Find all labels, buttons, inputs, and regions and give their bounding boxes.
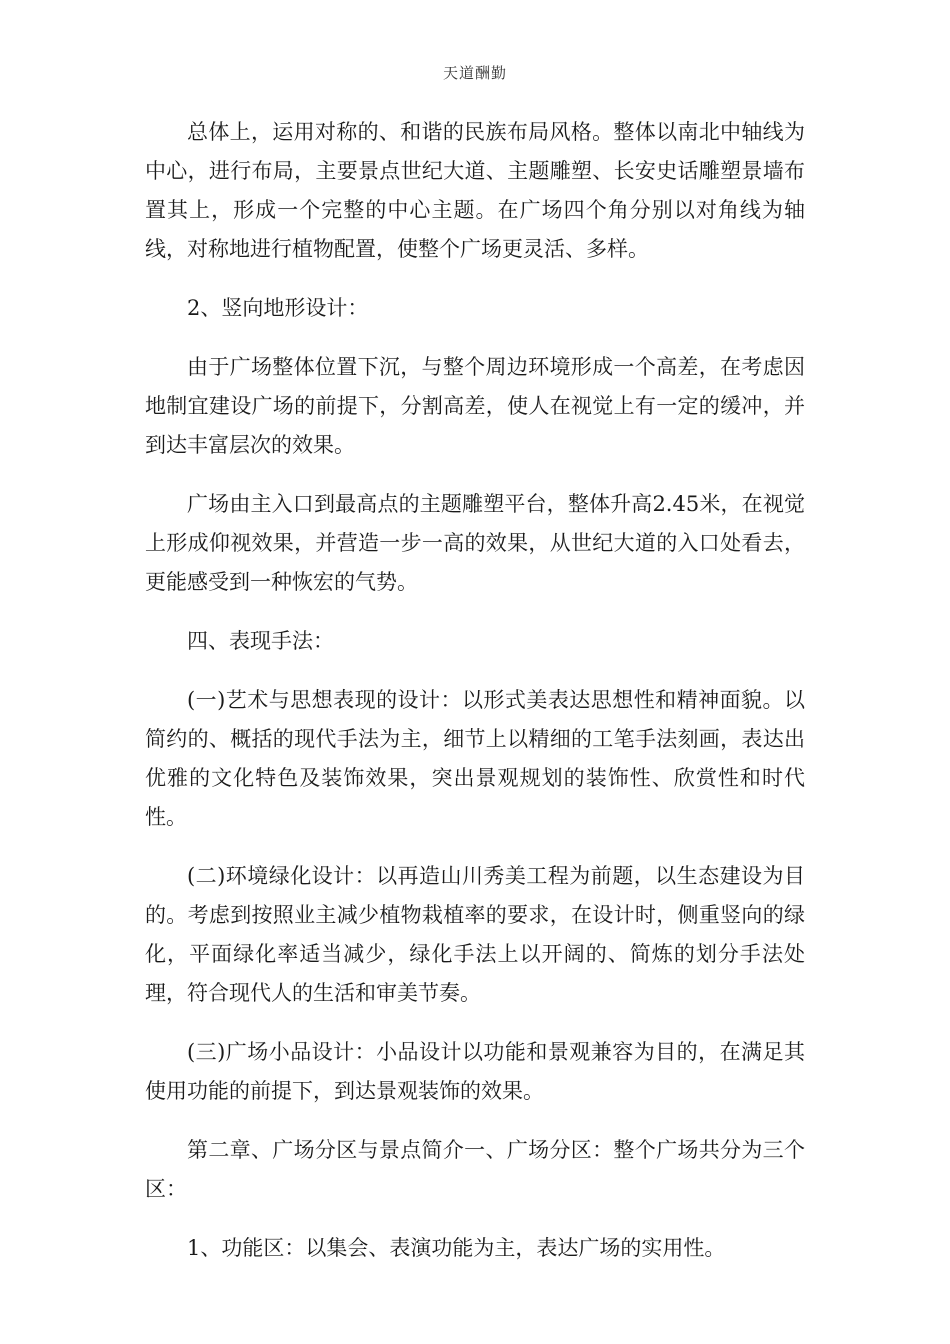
heading-vertical-terrain: 2、竖向地形设计：	[187, 296, 369, 320]
document-body	[145, 113, 805, 1288]
paragraph-chapter-two: 第二章、广场分区与景点简介一、广场分区：整个广场共分为三个区：	[145, 1138, 805, 1201]
paragraph-greening-design: (二)环境绿化设计：以再造山川秀美工程为前题，以生态建设为目的。考虑到按照业主减少植物栽植率的要求，在设计时，侧重竖向的绿化，平面绿化率适当减少，绿化手法上以开阔的、简炼的划分手法处理，符合现代人的生活和审美节奏。	[145, 864, 805, 1005]
paragraph-function-zone: 1、功能区：以集会、表演功能为主，表达广场的实用性。	[187, 1236, 726, 1260]
paragraph-elevation: 广场由主入口到最高点的主题雕塑平台，整体升高2.45米，在视觉上形成仰视效果，并营造一步一高的效果，从世纪大道的入口处看去，更能感受到一种恢宏的气势。	[145, 492, 805, 594]
heading-expression-methods: 四、表现手法：	[187, 629, 334, 653]
page-header: 天道酬勤	[442, 64, 507, 82]
paragraph-sunken-plaza: 由于广场整体位置下沉，与整个周边环境形成一个高差，在考虑因地制宜建设广场的前提下，分割高差，使人在视觉上有一定的缓冲，并到达丰富层次的效果。	[145, 355, 805, 457]
paragraph-art-design: (一)艺术与思想表现的设计：以形式美表达思想性和精神面貌。以简约的、概括的现代手法为主，细节上以精细的工笔手法刻画，表达出优雅的文化特色及装饰效果，突出景观规划的装饰性、欣赏性和时代性。	[145, 688, 805, 829]
paragraph-small-features: (三)广场小品设计：小品设计以功能和景观兼容为目的，在满足其使用功能的前提下，到达景观装饰的效果。	[145, 1040, 805, 1103]
paragraph-overall-layout: 总体上，运用对称的、和谐的民族布局风格。整体以南北中轴线为中心，进行布局，主要景点世纪大道、主题雕塑、长安史话雕塑景墙布置其上，形成一个完整的中心主题。在广场四个角分别以对角线为轴线，对称地进行植物配置，使整个广场更灵活、多样。	[145, 120, 805, 261]
